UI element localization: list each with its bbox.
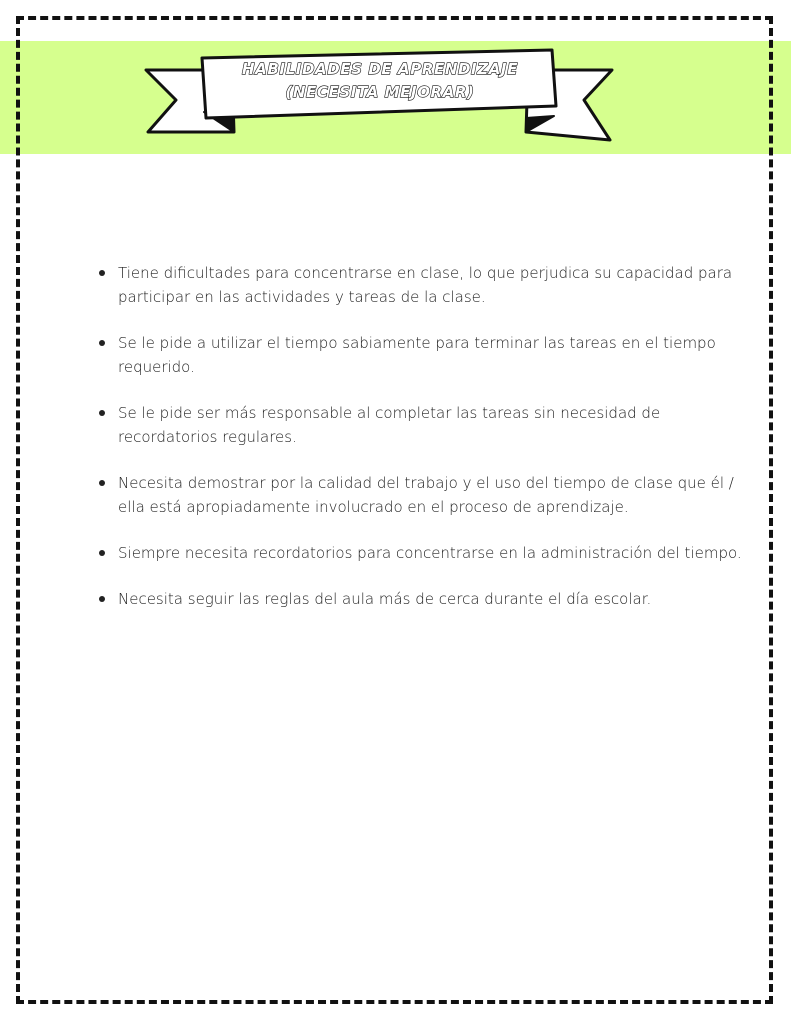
list-item-text: Necesita seguir las reglas del aula más de cerca durante el día escolar. (118, 590, 652, 608)
dashed-page-border (16, 16, 773, 1004)
banner-title-line2: (NECESITA MEJORAR) (285, 83, 475, 101)
list-item-text: Se le pide a utilizar el tiempo sabiamente para terminar las tareas en el tiempo requerido. (118, 334, 716, 376)
list-item-text: Necesita demostrar por la calidad del trabajo y el uso del tiempo de clase que él / ella está apropiadamente involucrado en el proceso de aprendizaje. (118, 474, 734, 516)
list-item-text: Tiene dificultades para concentrarse en clase, lo que perjudica su capacidad para participar en las actividades y tareas de la clase. (118, 264, 733, 306)
banner-title-line1: HABILIDADES DE APRENDIZAJE (242, 60, 518, 78)
list-item-text: Siempre necesita recordatorios para concentrarse en la administración del tiempo. (118, 544, 742, 562)
list-item-text: Se le pide ser más responsable al completar las tareas sin necesidad de recordatorios regulares. (118, 404, 661, 446)
